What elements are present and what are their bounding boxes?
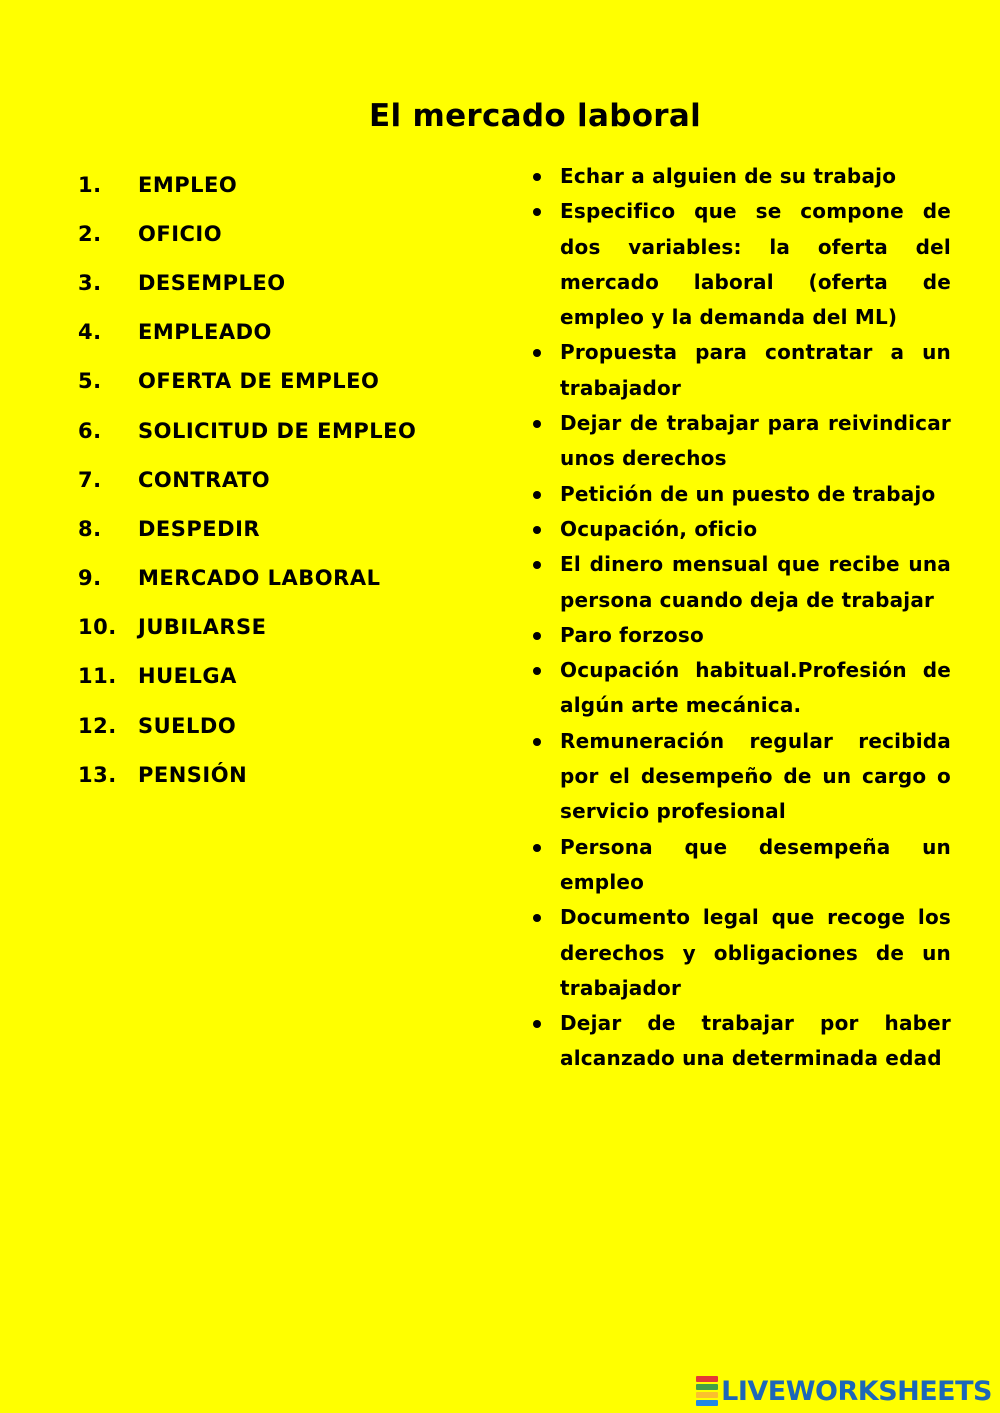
logo-stripe [696,1392,718,1398]
term-label: OFERTA DE EMPLEO [138,369,380,394]
term-number: 2. [78,221,102,246]
definition-item [530,618,951,653]
term-item [78,750,478,799]
term-label: DESPEDIR [138,516,261,541]
definitions-list [530,159,951,1077]
term-label: SUELDO [138,713,237,738]
logo-stripe [696,1384,718,1390]
term-item [78,258,478,307]
term-label: OFICIO [138,221,223,246]
logo-stripe [696,1376,718,1382]
definition-text: Echar a alguien de su trabajo [560,164,897,188]
term-label: JUBILARSE [138,615,267,640]
definition-text: Persona que desempeña un empleo [560,834,951,894]
term-item [78,701,478,750]
definition-item [530,900,951,1006]
page-title: El mercado laboral [368,98,702,134]
definition-text: Ocupación, oficio [560,516,758,541]
bullet-icon [533,844,541,852]
bullet-icon [533,914,541,922]
term-number: 9. [78,566,102,591]
definition-item [530,1006,951,1077]
term-number: 10. [78,615,117,640]
definition-item [530,512,951,547]
term-number: 13. [78,762,117,787]
term-item [78,455,478,504]
definition-item [530,830,951,901]
bullet-icon [533,491,541,499]
bullet-icon [533,632,541,640]
definition-text: Dejar de trabajar por haber alcanzado una determinada edad [560,1011,951,1071]
logo-text: LIVEWORKSHEETS [721,1375,992,1407]
logo-stripe [696,1400,718,1406]
definition-text: Documento legal que recoge los derechos y obligaciones de un trabajador [560,905,951,1000]
definition-text: Dejar de trabajar para reivindicar unos derechos [560,411,951,471]
bullet-icon [533,738,541,746]
definition-text: Especifico que se compone de dos variables: la oferta del mercado laboral (oferta de empleo y la demanda del ML) [560,199,951,330]
term-label: PENSIÓN [138,762,248,787]
definition-item [530,159,951,194]
term-item [78,554,478,603]
term-label: HUELGA [138,664,237,689]
term-number: 5. [78,369,102,394]
definition-item [530,335,951,406]
term-label: EMPLEADO [138,320,272,345]
definition-item [530,653,951,724]
term-number: 4. [78,320,102,345]
term-label: CONTRATO [138,467,271,492]
bullet-icon [533,420,541,428]
term-item [78,357,478,406]
term-number: 8. [78,516,102,541]
definition-item [530,194,951,335]
terms-list [78,160,478,799]
term-label: MERCADO LABORAL [138,566,381,591]
definition-text: Propuesta para contratar a un trabajador [560,340,951,400]
term-number: 3. [78,270,102,295]
definition-text: Paro forzoso [560,622,704,647]
definition-text: El dinero mensual que recibe una persona cuando deja de trabajar [560,552,951,612]
term-item [78,308,478,357]
bullet-icon [533,1020,541,1028]
bullet-icon [533,173,541,181]
term-item [78,504,478,553]
definition-item [530,547,951,618]
term-label: DESEMPLEO [138,270,286,295]
definition-item [530,724,951,830]
term-item [78,652,478,701]
term-item [78,603,478,652]
term-item [78,160,478,209]
definition-text: Remuneración regular recibida por el desempeño de un cargo o servicio profesional [560,728,951,824]
liveworksheets-logo[interactable] [696,1373,992,1409]
definition-item [530,477,951,512]
term-number: 1. [78,172,102,197]
logo-mark-icon [696,1376,718,1406]
term-label: SOLICITUD DE EMPLEO [138,418,417,443]
bullet-icon [533,208,541,216]
bullet-icon [533,349,541,357]
term-item [78,209,478,258]
term-number: 12. [78,713,117,738]
bullet-icon [533,526,541,534]
term-item [78,406,478,455]
term-number: 7. [78,467,102,492]
bullet-icon [533,561,541,569]
term-number: 11. [78,664,117,689]
bullet-icon [533,667,541,675]
term-label: EMPLEO [138,172,238,197]
definition-item [530,406,951,477]
term-number: 6. [78,418,102,443]
definition-text: Ocupación habitual.Profesión de algún arte mecánica. [560,658,951,718]
definition-text: Petición de un puesto de trabajo [560,481,936,506]
